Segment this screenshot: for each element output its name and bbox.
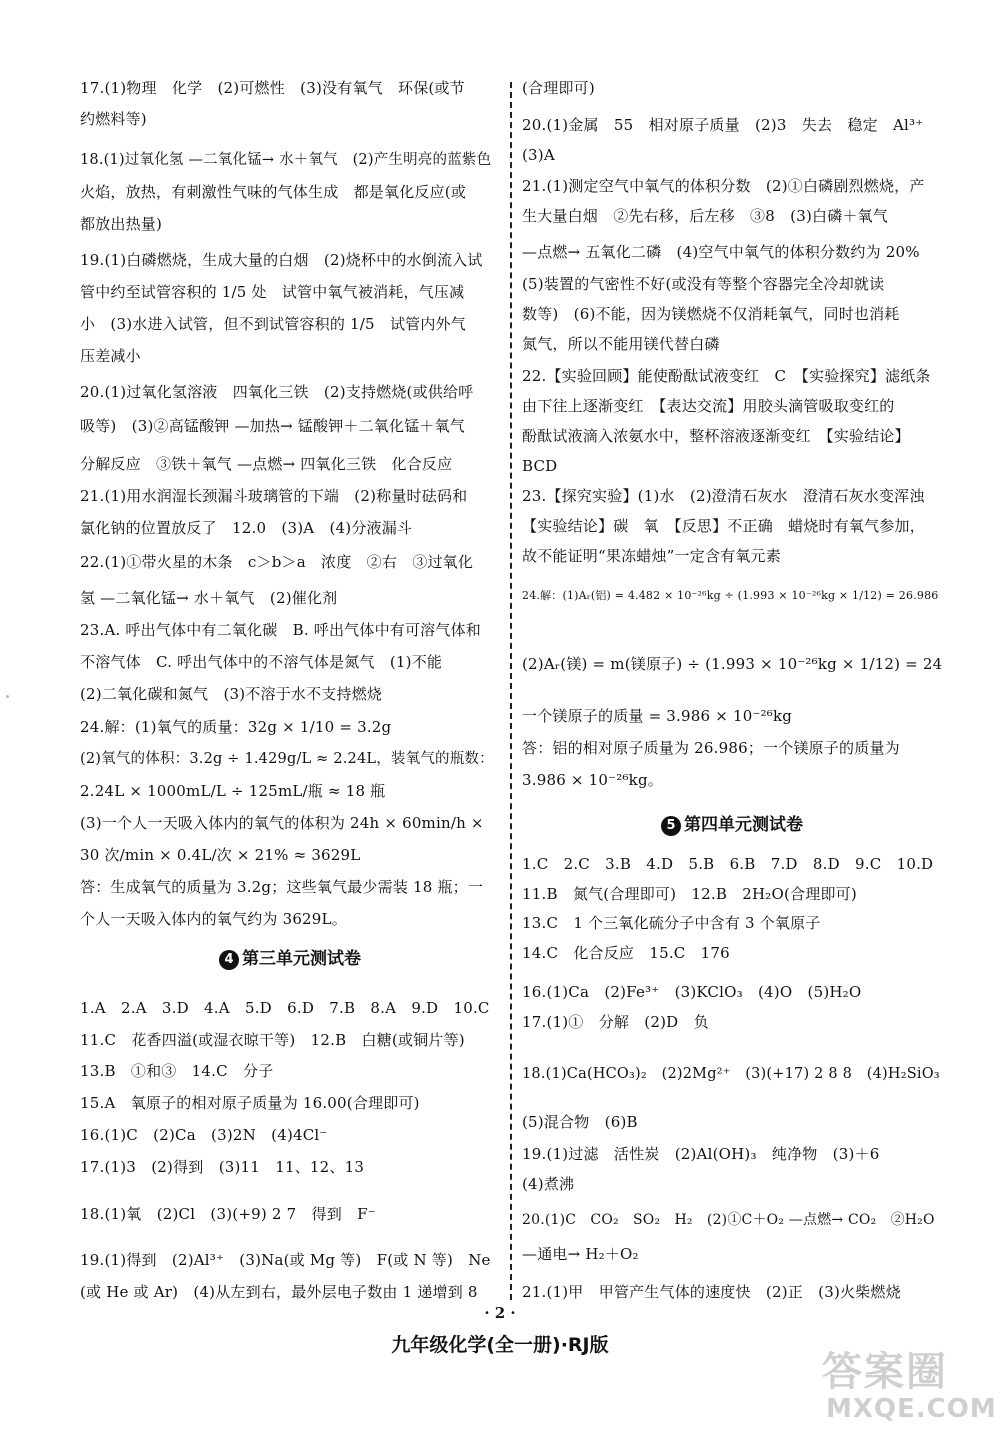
answer-line: 22.(1)①带火星的木条 c＞b＞a 浓度 ②右 ③过氧化 (80, 553, 474, 571)
watermark-main-text: 答案圈 (822, 1349, 948, 1395)
answer-line: 氢 —二氧化锰→ 水＋氧气 (2)催化剂 (80, 589, 338, 607)
answer-line: —通电→ H₂＋O₂ (522, 1245, 639, 1263)
answer-line: 30 次/min × 0.4L/次 × 21% ≈ 3629L (80, 846, 361, 864)
section-number-badge: 4 (219, 950, 239, 970)
scan-mark (6, 695, 9, 698)
answer-line: 20.(1)金属 55 相对原子质量 (2)3 失去 稳定 Al³⁺ (522, 116, 924, 134)
answer-line: 小 (3)水进入试管，但不到试管容积的 1/5 试管内外气 (80, 315, 466, 333)
answer-line: 21.(1)测定空气中氧气的体积分数 (2)①白磷剧烈燃烧，产 (522, 177, 925, 195)
answer-line: 19.(1)得到 (2)Al³⁺ (3)Na(或 Mg 等) F(或 N 等) Ne (80, 1251, 491, 1269)
answer-line: —点燃→ 五氧化二磷 (4)空气中氧气的体积分数约为 20% (522, 243, 920, 261)
answer-line: 都放出热量) (80, 215, 163, 233)
answer-line: 1.C 2.C 3.B 4.D 5.B 6.B 7.D 8.D 9.C 10.D (522, 855, 934, 873)
answer-line: 约燃料等) (80, 110, 147, 128)
answer-line: 生大量白烟 ②先右移，后左移 ③8 (3)白磷＋氧气 (522, 207, 888, 225)
answer-line: 不溶气体 C. 呼出气体中的不溶气体是氮气 (1)不能 (80, 653, 443, 671)
page-number: · 2 · (484, 1304, 516, 1322)
answer-line: 23.A. 呼出气体中有二氧化碳 B. 呼出气体中有可溶气体和 (80, 621, 481, 639)
answer-line: 17.(1)① 分解 (2)D 负 (522, 1013, 709, 1031)
watermark-logo (822, 1340, 997, 1430)
answer-line: (4)煮沸 (522, 1175, 575, 1193)
column-divider (510, 82, 512, 1300)
answer-line: 分解反应 ③铁＋氧气 —点燃→ 四氧化三铁 化合反应 (80, 455, 453, 473)
answer-line: 14.C 化合反应 15.C 176 (522, 944, 730, 962)
answer-line: 18.(1)氧 (2)Cl (3)(+9) 2 7 得到 F⁻ (80, 1205, 376, 1223)
answer-line: 氯化钠的位置放反了 12.0 (3)A (4)分液漏斗 (80, 519, 413, 537)
answer-line: 18.(1)过氧化氢 —二氧化锰→ 水＋氧气 (2)产生明亮的蓝紫色 (80, 152, 492, 168)
answer-line: (或 He 或 Ar) (4)从左到右，最外层电子数由 1 递增到 8 (80, 1283, 478, 1301)
answer-line: 19.(1)白磷燃烧，生成大量的白烟 (2)烧杯中的水倒流入试 (80, 251, 483, 269)
answer-line: (合理即可) (522, 79, 595, 97)
section-title: 第三单元测试卷 (242, 949, 361, 969)
answer-line: 11.C 花香四溢(或湿衣晾干等) 12.B 白糖(或铜片等) (80, 1031, 465, 1049)
answer-line: (3)A (522, 146, 555, 164)
watermark-url-text: MXQE.COM (826, 1394, 997, 1424)
answer-line: (3)一个人一天吸入体内的氧气的体积为 24h × 60min/h × (80, 814, 484, 832)
answer-line: 21.(1)甲 甲管产生气体的速度快 (2)正 (3)火柴燃烧 (522, 1283, 901, 1301)
answer-line: (5)装置的气密性不好(或没有等整个容器完全冷却就读 (522, 275, 885, 293)
answer-line: (5)混合物 (6)B (522, 1113, 638, 1131)
answer-line: 酚酞试液滴入浓氨水中，整杯溶液逐渐变红 【实验结论】 (522, 427, 910, 445)
answer-line: 【实验结论】碳 氧 【反思】不正确 蜡烧时有氧气参加， (522, 517, 925, 535)
section-number-badge: 5 (661, 816, 681, 836)
section-heading-unit3 (80, 944, 500, 970)
answer-line: 由下往上逐渐变红 【表达交流】用胶头滴管吸取变红的 (522, 397, 895, 415)
answer-line: 管中约至试管容积的 1/5 处 试管中氧气被消耗，气压减 (80, 283, 465, 301)
answer-line: 20.(1)C CO₂ SO₂ H₂ (2)①C＋O₂ —点燃→ CO₂ ②H₂O (522, 1212, 935, 1228)
answer-line: 24.解：(1)氧气的质量：32g × 1/10 = 3.2g (80, 718, 392, 736)
answer-line: 22.【实验回顾】能使酚酞试液变红 C 【实验探究】滤纸条 (522, 367, 931, 385)
answer-line: 2.24L × 1000mL/L ÷ 125mL/瓶 ≈ 18 瓶 (80, 782, 386, 800)
answer-line: 答：铝的相对原子质量为 26.986；一个镁原子的质量为 (522, 739, 900, 757)
answer-line: 故不能证明“果冻蜡烛”一定含有氧元素 (522, 547, 781, 565)
answer-line: (2)氧气的体积：3.2g ÷ 1.429g/L ≈ 2.24L，装氧气的瓶数： (80, 751, 494, 767)
answer-line: 20.(1)过氧化氢溶液 四氧化三铁 (2)支持燃烧(或供给呼 (80, 383, 474, 401)
answer-line: 13.B ①和③ 14.C 分子 (80, 1062, 274, 1080)
answer-line: 17.(1)物理 化学 (2)可燃性 (3)没有氧气 环保(或节 (80, 79, 465, 97)
answer-line: 吸等) (3)②高锰酸钾 —加热→ 锰酸钾＋二氧化锰＋氧气 (80, 417, 466, 435)
answer-line: 24.解：(1)Aᵣ(铝) = 4.482 × 10⁻²⁶kg ÷ (1.993 × 10⁻²⁶kg × 1/12) = 26.986 (522, 589, 939, 602)
answer-line: 23.【探究实验】(1)水 (2)澄清石灰水 澄清石灰水变浑浊 (522, 487, 925, 505)
answer-line: (2)二氧化碳和氮气 (3)不溶于水不支持燃烧 (80, 685, 383, 703)
book-title: 九年级化学(全一册)·RJ版 (391, 1334, 609, 1356)
answer-line: 3.986 × 10⁻²⁶kg。 (522, 771, 663, 789)
answer-line: 一个镁原子的质量 = 3.986 × 10⁻²⁶kg (522, 707, 793, 725)
answer-line: 11.B 氮气(合理即可) 12.B 2H₂O(合理即可) (522, 885, 857, 903)
answer-line: 13.C 1 个三氧化硫分子中含有 3 个氧原子 (522, 914, 821, 932)
section-heading-unit4 (522, 810, 942, 836)
answer-line: 16.(1)C (2)Ca (3)2N (4)4Cl⁻ (80, 1126, 328, 1144)
answer-line: 19.(1)过滤 活性炭 (2)Al(OH)₃ 纯净物 (3)＋6 (522, 1145, 880, 1163)
answer-line: 压差减小 (80, 347, 141, 365)
answer-line: 21.(1)用水润湿长颈漏斗玻璃管的下端 (2)称量时砝码和 (80, 487, 468, 505)
answer-line: 数等) (6)不能，因为镁燃烧不仅消耗氧气，同时也消耗 (522, 305, 900, 323)
answer-line: 答：生成氧气的质量为 3.2g；这些氧气最少需装 18 瓶；一 (80, 878, 484, 896)
section-title: 第四单元测试卷 (684, 815, 803, 835)
answer-line: 18.(1)Ca(HCO₃)₂ (2)2Mg²⁺ (3)(+17) 2 8 8 (4)H₂SiO₃ (522, 1066, 940, 1082)
answer-line: 17.(1)3 (2)得到 (3)11 11、12、13 (80, 1158, 365, 1176)
answer-line: 16.(1)Ca (2)Fe³⁺ (3)KClO₃ (4)O (5)H₂O (522, 983, 862, 1001)
answer-line: 火焰，放热，有刺激性气味的气体生成 都是氧化反应(或 (80, 183, 467, 201)
answer-line: (2)Aᵣ(镁) = m(镁原子) ÷ (1.993 × 10⁻²⁶kg × 1/12) = 24 (522, 655, 943, 673)
answer-line: 1.A 2.A 3.D 4.A 5.D 6.D 7.B 8.A 9.D 10.C (80, 999, 490, 1017)
answer-line: 15.A 氧原子的相对原子质量为 16.00(合理即可) (80, 1094, 420, 1112)
answer-line: BCD (522, 457, 558, 475)
answer-line: 氮气，所以不能用镁代替白磷 (522, 335, 720, 353)
answer-line: 个人一天吸入体内的氧气约为 3629L。 (80, 910, 347, 928)
